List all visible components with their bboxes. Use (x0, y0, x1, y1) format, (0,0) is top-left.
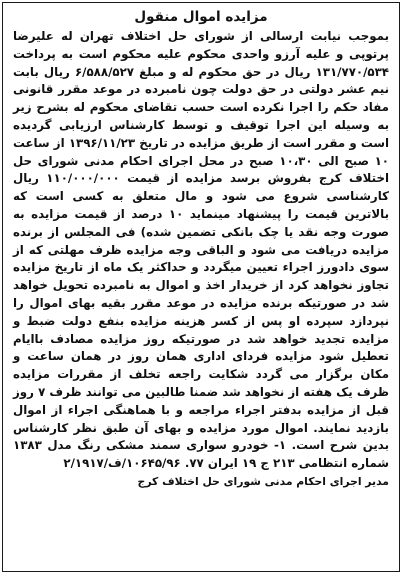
notice-signature: مدیر اجرای احکام مدنی شورای حل اختلاف کرج (137, 474, 389, 488)
notice-frame (2, 2, 400, 572)
notice-body-text: بموجب نیابت ارسالی از شورای حل اختلاف تهران له علیرضا پرتوپی و علیه آرزو واحدی محکوم علیه محکوم است به پرداخت ۱۳۱/۷۷۰/۵۳۴ ریال در حق محکوم له و مبلغ ۶/۵۸۸/۵۲۷ ریال بابت نیم عشر دولتی در حق دولت چون نامبرده در موعد مقرر قانونی مفاد حکم را اجرا نکرده است حسب تقاضای محکوم له بشرح زیر به وسیله این اجرا توقیف و توسط کارشناس ارزیابی گردیده است و مقرر است از طریق مزایده در تاریخ ۱۳۹۶/۱۱/۲۳ از ساعت ۱۰ صبح الی ۱۰،۳۰ صبح در محل اجرای احکام مدنی شورای حل اختلاف کرج بفروش برسد مزایده از قیمت ۱۱۰/۰۰۰/۰۰۰ ریال کارشناسی شروع می شود و مال متعلق به کسی است که بالاترین قیمت را پیشنهاد مینماید ۱۰ درصد از قیمت مزایده به صورت وجه نقد یا چک بانکی تضمین شده) فی المجلس از برنده مزایده دریافت می شود و الباقی وجه مزایده ظرف مهلتی که از سوی دادورز اجراء تعیین میگردد و حداکثر یک ماه از تاریخ مزایده تجاوز نخواهد کرد از خریدار اخذ و اموال به نامبرده تحویل خواهد شد در صورتیکه برنده مزایده در موعد مقرر بقیه بهای اموال را نپردازد سپرده او پس از کسر هزینه مزایده بنفع دولت ضبط و مزایده تجدید خواهد شد در صورتیکه روز مزایده مصادف باایام تعطیل شود مزایده فردای اداری همان روز در همان ساعت و مکان برگزار می گردد شکایت راجعه تخلف از مقررات مزایده ظرف یک هفته از نخواهد شد ضمنا طالبین می توانند ظرف ۷ روز قبل از مزایده بدفتر اجراء مراجعه و با هماهنگی اجراء از اموال بازدید نمایند. اموال مورد مزایده و بهای آن طبق نظر کارشناس بدین شرح است. ۱- خودرو سواری سمند مشکی رنگ مدل ۱۳۸۳ شماره انتظامی ۲۱۳ ج ۱۹ ایران ۷۷. ۱۰۶۴۵/۹۶/ف/۲/۱۹۱۷ (13, 29, 390, 471)
notice-body (3, 28, 399, 473)
notice-title: مزایده اموال منقول (134, 9, 268, 25)
